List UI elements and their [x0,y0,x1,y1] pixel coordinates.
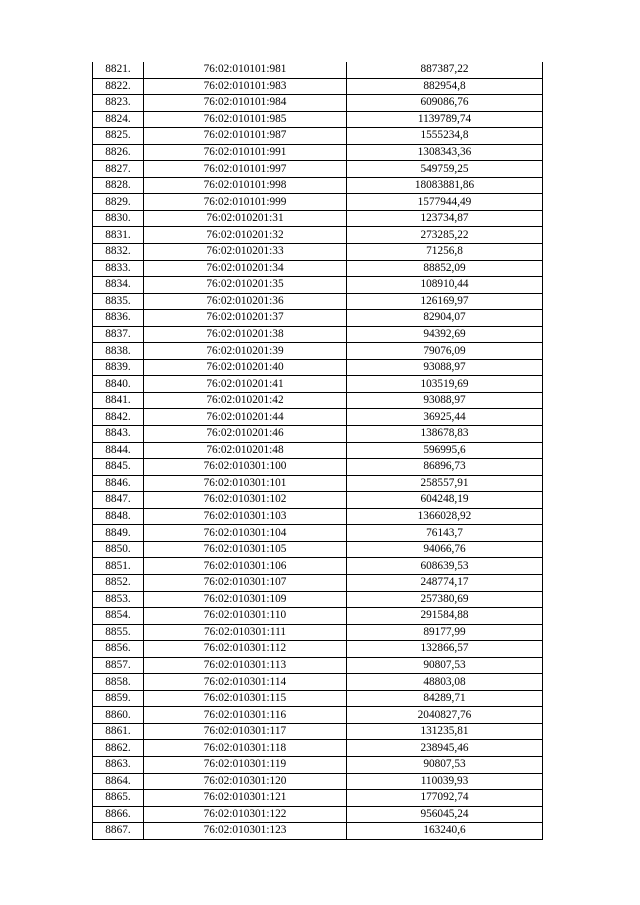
table-row [93,392,543,409]
cadastral-value: 609086,76 [347,95,543,112]
row-number: 8862. [93,740,144,757]
table-row [93,756,543,773]
cadastral-number: 76:02:010201:42 [144,392,347,409]
cadastral-value: 90807,53 [347,657,543,674]
row-number: 8842. [93,409,144,426]
cadastral-number: 76:02:010301:105 [144,541,347,558]
cadastral-value: 956045,24 [347,806,543,823]
row-number: 8826. [93,144,144,161]
row-number: 8825. [93,128,144,145]
cadastral-value: 882954,8 [347,78,543,95]
cadastral-number: 76:02:010301:111 [144,624,347,641]
cadastral-value: 131235,81 [347,723,543,740]
cadastral-number: 76:02:010301:123 [144,823,347,840]
cadastral-number: 76:02:010201:34 [144,260,347,277]
cadastral-value: 177092,74 [347,790,543,807]
cadastral-number: 76:02:010101:985 [144,111,347,128]
row-number: 8847. [93,492,144,509]
row-number: 8864. [93,773,144,790]
cadastral-number: 76:02:010201:48 [144,442,347,459]
cadastral-value: 48803,08 [347,674,543,691]
row-number: 8848. [93,508,144,525]
table-body [93,62,543,839]
row-number: 8821. [93,62,144,78]
cadastral-value: 86896,73 [347,459,543,476]
table-row [93,558,543,575]
cadastral-number: 76:02:010301:119 [144,756,347,773]
cadastral-number: 76:02:010301:120 [144,773,347,790]
cadastral-value: 82904,07 [347,310,543,327]
row-number: 8850. [93,541,144,558]
table-row [93,459,543,476]
cadastral-number: 76:02:010101:983 [144,78,347,95]
cadastral-value: 163240,6 [347,823,543,840]
row-number: 8833. [93,260,144,277]
cadastral-value: 549759,25 [347,161,543,178]
cadastral-number: 76:02:010201:32 [144,227,347,244]
cadastral-value: 1308343,36 [347,144,543,161]
row-number: 8824. [93,111,144,128]
cadastral-value: 138678,83 [347,426,543,443]
cadastral-number: 76:02:010101:998 [144,177,347,194]
table-row [93,657,543,674]
cadastral-value: 1577944,49 [347,194,543,211]
cadastral-value: 93088,97 [347,392,543,409]
cadastral-number: 76:02:010101:981 [144,62,347,78]
cadastral-value: 84289,71 [347,690,543,707]
table-row [93,707,543,724]
cadastral-value: 258557,91 [347,475,543,492]
table-row [93,442,543,459]
table-row [93,144,543,161]
row-number: 8837. [93,326,144,343]
row-number: 8857. [93,657,144,674]
cadastral-number: 76:02:010301:100 [144,459,347,476]
cadastral-value: 90807,53 [347,756,543,773]
table-row [93,806,543,823]
cadastral-number: 76:02:010301:116 [144,707,347,724]
table-row [93,111,543,128]
cadastral-value: 604248,19 [347,492,543,509]
table-row [93,508,543,525]
cadastral-value: 1139789,74 [347,111,543,128]
row-number: 8860. [93,707,144,724]
cadastral-number: 76:02:010201:40 [144,359,347,376]
table-row [93,426,543,443]
cadastral-number: 76:02:010201:36 [144,293,347,310]
row-number: 8840. [93,376,144,393]
cadastral-value: 126169,97 [347,293,543,310]
cadastral-value: 18083881,86 [347,177,543,194]
cadastral-number: 76:02:010301:122 [144,806,347,823]
cadastral-number: 76:02:010101:987 [144,128,347,145]
row-number: 8838. [93,343,144,360]
row-number: 8846. [93,475,144,492]
row-number: 8863. [93,756,144,773]
table-row [93,591,543,608]
row-number: 8835. [93,293,144,310]
cadastral-value: 79076,09 [347,343,543,360]
row-number: 8827. [93,161,144,178]
table-row [93,62,543,78]
row-number: 8841. [93,392,144,409]
table-row [93,194,543,211]
row-number: 8836. [93,310,144,327]
cadastral-number: 76:02:010301:107 [144,574,347,591]
row-number: 8843. [93,426,144,443]
row-number: 8856. [93,641,144,658]
cadastral-number: 76:02:010301:112 [144,641,347,658]
row-number: 8859. [93,690,144,707]
cadastral-value: 108910,44 [347,277,543,294]
cadastral-number: 76:02:010101:999 [144,194,347,211]
cadastral-value: 291584,88 [347,608,543,625]
cadastral-number: 76:02:010201:31 [144,210,347,227]
cadastral-value: 273285,22 [347,227,543,244]
table-row [93,210,543,227]
cadastral-number: 76:02:010101:997 [144,161,347,178]
table-row [93,641,543,658]
row-number: 8853. [93,591,144,608]
row-number: 8861. [93,723,144,740]
cadastral-number: 76:02:010301:115 [144,690,347,707]
cadastral-number: 76:02:010301:103 [144,508,347,525]
cadastral-number: 76:02:010301:102 [144,492,347,509]
table-row [93,376,543,393]
cadastral-value: 248774,17 [347,574,543,591]
cadastral-value: 2040827,76 [347,707,543,724]
table-row [93,574,543,591]
cadastral-value: 76143,7 [347,525,543,542]
cadastral-value: 887387,22 [347,62,543,78]
cadastral-value: 103519,69 [347,376,543,393]
cadastral-value: 71256,8 [347,244,543,261]
cadastral-number: 76:02:010301:110 [144,608,347,625]
document-page [92,62,542,840]
table-row [93,690,543,707]
row-number: 8830. [93,210,144,227]
row-number: 8844. [93,442,144,459]
cadastral-value: 89177,99 [347,624,543,641]
cadastral-number: 76:02:010301:114 [144,674,347,691]
table-row [93,95,543,112]
table-row [93,293,543,310]
table-row [93,359,543,376]
table-row [93,78,543,95]
cadastral-number: 76:02:010301:113 [144,657,347,674]
row-number: 8834. [93,277,144,294]
cadastral-value: 123734,87 [347,210,543,227]
cadastral-value: 110039,93 [347,773,543,790]
cadastral-value: 94066,76 [347,541,543,558]
row-number: 8849. [93,525,144,542]
cadastral-number: 76:02:010301:109 [144,591,347,608]
table-row [93,260,543,277]
cadastral-value: 238945,46 [347,740,543,757]
cadastral-number: 76:02:010101:984 [144,95,347,112]
cadastral-value: 596995,6 [347,442,543,459]
table-row [93,161,543,178]
row-number: 8829. [93,194,144,211]
cadastral-value-table [92,62,543,840]
row-number: 8839. [93,359,144,376]
table-row [93,541,543,558]
row-number: 8865. [93,790,144,807]
table-row [93,475,543,492]
row-number: 8831. [93,227,144,244]
row-number: 8858. [93,674,144,691]
table-row [93,244,543,261]
cadastral-number: 76:02:010301:101 [144,475,347,492]
row-number: 8867. [93,823,144,840]
cadastral-number: 76:02:010301:117 [144,723,347,740]
table-row [93,128,543,145]
cadastral-number: 76:02:010201:44 [144,409,347,426]
row-number: 8832. [93,244,144,261]
row-number: 8828. [93,177,144,194]
table-row [93,227,543,244]
table-row [93,723,543,740]
row-number: 8855. [93,624,144,641]
table-row [93,624,543,641]
row-number: 8851. [93,558,144,575]
table-row [93,773,543,790]
cadastral-number: 76:02:010301:104 [144,525,347,542]
cadastral-value: 257380,69 [347,591,543,608]
row-number: 8866. [93,806,144,823]
cadastral-number: 76:02:010201:46 [144,426,347,443]
table-row [93,608,543,625]
cadastral-number: 76:02:010201:37 [144,310,347,327]
cadastral-value: 36925,44 [347,409,543,426]
cadastral-number: 76:02:010301:121 [144,790,347,807]
table-row [93,790,543,807]
cadastral-value: 88852,09 [347,260,543,277]
table-row [93,343,543,360]
cadastral-value: 93088,97 [347,359,543,376]
cadastral-value: 132866,57 [347,641,543,658]
cadastral-number: 76:02:010201:38 [144,326,347,343]
cadastral-value: 1366028,92 [347,508,543,525]
row-number: 8854. [93,608,144,625]
row-number: 8823. [93,95,144,112]
row-number: 8845. [93,459,144,476]
table-row [93,525,543,542]
cadastral-number: 76:02:010201:41 [144,376,347,393]
cadastral-number: 76:02:010301:118 [144,740,347,757]
cadastral-number: 76:02:010201:33 [144,244,347,261]
cadastral-value: 94392,69 [347,326,543,343]
cadastral-number: 76:02:010101:991 [144,144,347,161]
table-row [93,740,543,757]
table-row [93,326,543,343]
cadastral-number: 76:02:010201:35 [144,277,347,294]
cadastral-number: 76:02:010301:106 [144,558,347,575]
table-row [93,177,543,194]
table-row [93,277,543,294]
cadastral-value: 608639,53 [347,558,543,575]
cadastral-number: 76:02:010201:39 [144,343,347,360]
table-row [93,492,543,509]
row-number: 8822. [93,78,144,95]
table-row [93,310,543,327]
table-row [93,823,543,840]
row-number: 8852. [93,574,144,591]
table-row [93,674,543,691]
cadastral-value: 1555234,8 [347,128,543,145]
table-row [93,409,543,426]
